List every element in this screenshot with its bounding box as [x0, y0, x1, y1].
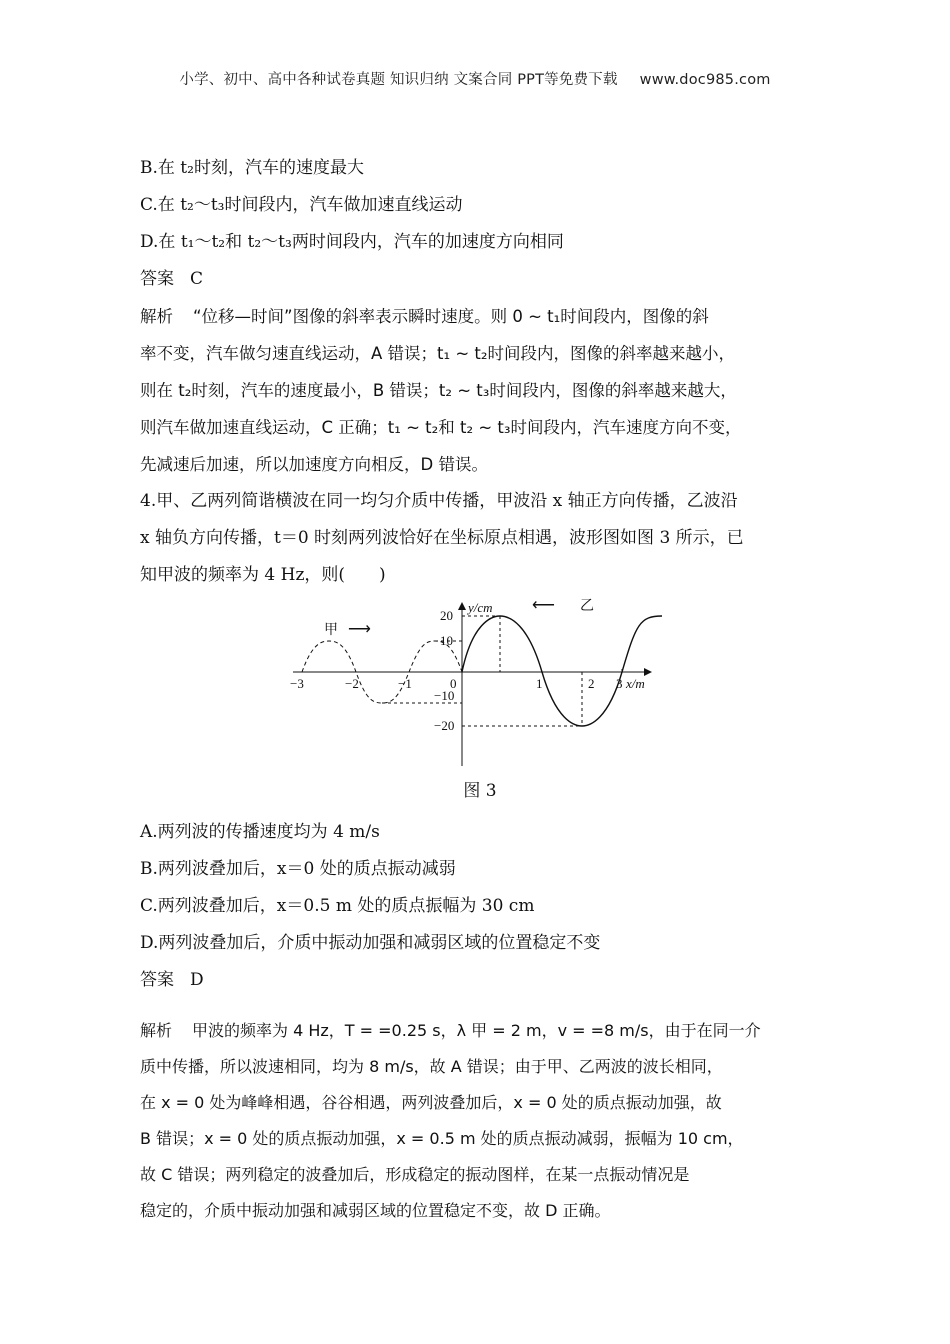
- q3-explanation-line: 则汽车做加速直线运动，C 正确；t₁ ~ t₂和 t₂ ~ t₃时间段内，汽车速度方向不变，: [140, 418, 742, 437]
- wave-yi-label: 乙: [580, 599, 594, 614]
- header-text: 小学、初中、高中各种试卷真题 知识归纳 文案合同 PPT等免费下载: [179, 72, 618, 88]
- q4-explanation-label: 解析: [140, 1021, 173, 1040]
- q4-answer-value: D: [190, 970, 204, 990]
- x-axis-arrow: [644, 668, 652, 676]
- q4-explanation-line: 质中传播，所以波速相同，均为 8 m/s，故 A 错误；由于甲、乙两波的波长相同，: [140, 1057, 723, 1076]
- wave-figure: [140, 596, 820, 768]
- q4-explanation-line: 在 x = 0 处为峰峰相遇，谷谷相遇，两列波叠加后，x = 0 处的质点振动加强，故: [140, 1093, 722, 1112]
- wave-jia-arrow: ⟶: [348, 621, 371, 638]
- q3-answer-label: 答案: [140, 269, 174, 289]
- q3-explanation-text: “位移—时间”图像的斜率表示瞬时速度。则 0 ~ t₁时间段内，图像的斜: [193, 307, 709, 326]
- q4-stem-line: 知甲波的频率为 4 Hz，则( ): [140, 565, 386, 585]
- q4-option-c: C.两列波叠加后，x＝0.5 m 处的质点振幅为 30 cm: [140, 896, 535, 916]
- wave-yi-arrow: ⟵: [532, 597, 555, 614]
- q4-option-a: A.两列波的传播速度均为 4 m/s: [140, 822, 380, 842]
- x-tick-neg3: −3: [290, 676, 304, 691]
- y-axis-arrow: [458, 602, 466, 610]
- x-tick-neg2: −2: [345, 676, 359, 691]
- q3-option-c: C.在 t₂～t₃时间段内，汽车做加速直线运动: [140, 195, 463, 215]
- wave-yi-curve: [462, 616, 662, 726]
- y-tick-neg10: −10: [434, 688, 455, 703]
- q3-explanation-line: 率不变，汽车做匀速直线运动，A 错误；t₁ ~ t₂时间段内，图像的斜率越来越小，: [140, 344, 736, 363]
- q3-explanation-line: 先减速后加速，所以加速度方向相反，D 错误。: [140, 455, 488, 474]
- q4-option-d: D.两列波叠加后，介质中振动加强和减弱区域的位置稳定不变: [140, 933, 601, 953]
- q3-explanation-line: [140, 298, 820, 335]
- q3-option-d: D.在 t₁～t₂和 t₂～t₃两时间段内，汽车的加速度方向相同: [140, 232, 564, 252]
- x-tick-3: 3: [616, 676, 623, 691]
- q3-answer: [140, 261, 820, 298]
- q4-stem-line: 4.甲、乙两列简谐横波在同一均匀介质中传播，甲波沿 x 轴正方向传播，乙波沿: [140, 491, 738, 511]
- q4-stem-line: x 轴负方向传播，t＝0 时刻两列波恰好在坐标原点相遇，波形图如图 3 所示，已: [140, 528, 744, 548]
- y-tick-10: 10: [440, 633, 453, 648]
- y-axis-label: y/cm: [468, 600, 493, 615]
- q4-explanation-line: 故 C 错误；两列稳定的波叠加后，形成稳定的振动图样，在某一点振动情况是: [140, 1165, 690, 1184]
- q3-explanation-line: 则在 t₂时刻，汽车的速度最小，B 错误；t₂ ~ t₃时间段内，图像的斜率越来越大，: [140, 381, 737, 400]
- x-tick-neg1: −1: [398, 676, 412, 691]
- q3-explanation-label: 解析: [140, 307, 173, 326]
- wave-jia-label: 甲: [324, 623, 338, 638]
- q4-explanation-line: [140, 1013, 820, 1049]
- q4-answer: [140, 962, 820, 999]
- q3-option-b: B.在 t₂时刻，汽车的速度最大: [140, 158, 364, 178]
- x-tick-1: 1: [536, 676, 543, 691]
- header-site: www.doc985.com: [639, 72, 771, 88]
- x-axis-label: x/m: [626, 676, 645, 691]
- y-tick-neg20: −20: [434, 718, 455, 733]
- wave-diagram: [288, 596, 668, 768]
- q4-option-b: B.两列波叠加后，x＝0 处的质点振动减弱: [140, 859, 456, 879]
- q3-answer-value: C: [190, 269, 204, 289]
- x-tick-2: 2: [588, 676, 595, 691]
- q4-explanation-line: 稳定的，介质中振动加强和减弱区域的位置稳定不变，故 D 正确。: [140, 1201, 611, 1220]
- q4-explanation-text: 甲波的频率为 4 Hz，T = =0.25 s，λ 甲 = 2 m，v = =8 m/s，由于在同一介: [192, 1021, 761, 1040]
- q4-answer-label: 答案: [140, 970, 174, 990]
- page-header: [0, 68, 950, 89]
- document-body: [140, 150, 820, 1229]
- figure-caption: 图 3: [463, 781, 497, 801]
- x-tick-0: 0: [450, 676, 457, 691]
- y-tick-20: 20: [440, 608, 453, 623]
- q4-explanation-line: B 错误；x = 0 处的质点振动加强，x = 0.5 m 处的质点振动减弱，振幅为 10 cm，: [140, 1129, 744, 1148]
